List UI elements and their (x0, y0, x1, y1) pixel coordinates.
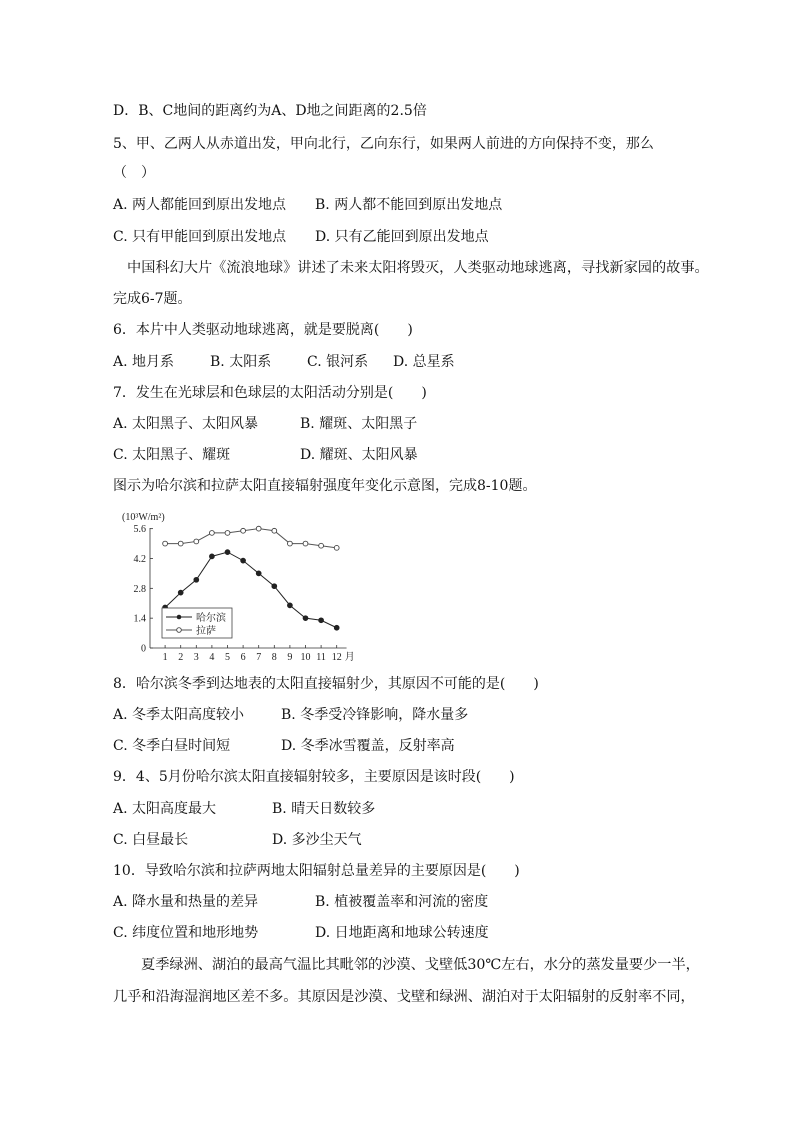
x-tick-label: 5 (225, 652, 230, 663)
q7-option-d: D. 耀斑、太阳风暴 (300, 447, 418, 463)
passage-line1: 夏季绿洲、湖泊的最高气温比其毗邻的沙漠、戈壁低30℃左右，水分的蒸发量要少一半， (141, 957, 700, 973)
y-tick-label: 0 (141, 643, 146, 655)
chart-legend (162, 608, 232, 638)
q6-option-a: A. 地月系 (113, 354, 175, 370)
q7-option-b: B. 耀斑、太阳黑子 (300, 416, 418, 432)
q9-option-a: A. 太阳高度最大 (113, 801, 217, 817)
q10-option-c: C. 纬度位置和地形地势 (113, 925, 259, 941)
q9-option-b: B. 晴天日数较多 (272, 801, 376, 817)
q7-stem: 7．发生在光球层和色球层的太阳活动分别是( ) (113, 385, 427, 401)
data-point-harbin (241, 558, 246, 563)
legend-marker-lhasa (177, 628, 182, 633)
q8-stem: 8．哈尔滨冬季到达地表的太阳直接辐射少，其原因不可能的是( ) (113, 676, 539, 692)
series-line-lhasa (165, 529, 337, 548)
q8-option-b: B. 冬季受冷锋影响，降水量多 (281, 707, 469, 723)
q8-option-a: A. 冬季太阳高度较小 (113, 707, 245, 723)
intro-6-7-line1: 中国科幻大片《流浪地球》讲述了未来太阳将毁灭，人类驱动地球逃离，寻找新家园的故事。 (127, 260, 709, 276)
y-unit-label: (10³W/m²) (122, 512, 165, 523)
data-point-harbin (225, 550, 230, 555)
data-point-harbin (194, 577, 199, 582)
x-unit-label: 月 (344, 652, 355, 663)
q9-option-c: C. 白昼最长 (113, 832, 189, 848)
q9-stem: 9．4、5月份哈尔滨太阳直接辐射较多，主要原因是该时段( ) (113, 769, 515, 785)
data-point-lhasa (178, 541, 183, 546)
q5-option-c: C. 只有甲能回到原出发地点 (113, 229, 287, 245)
q10-option-d: D. 日地距离和地球公转速度 (315, 925, 489, 941)
data-point-lhasa (288, 541, 293, 546)
legend-label-harbin: 哈尔滨 (196, 613, 226, 624)
q9-option-d: D. 多沙尘天气 (272, 832, 362, 848)
x-tick-label: 12 (331, 652, 342, 663)
x-tick-label: 2 (178, 652, 184, 663)
legend-marker-harbin (177, 615, 182, 620)
q10-option-b: B. 植被覆盖率和河流的密度 (315, 894, 489, 910)
q6-option-c: C. 银河系 (307, 354, 369, 370)
x-tick-label: 9 (287, 652, 293, 663)
q8-option-c: C. 冬季白昼时间短 (113, 738, 231, 754)
q6-stem: 6．本片中人类驱动地球逃离，就是要脱离( ) (113, 322, 413, 338)
data-point-harbin (319, 618, 324, 623)
intro-6-7-line2: 完成6-7题。 (113, 291, 192, 307)
y-tick-label: 5.6 (133, 524, 146, 536)
legend-label-lhasa: 拉萨 (196, 626, 216, 637)
data-point-harbin (210, 554, 215, 559)
data-point-lhasa (319, 543, 324, 548)
x-tick-label: 6 (240, 652, 246, 663)
q6-option-b: B. 太阳系 (210, 354, 272, 370)
data-point-harbin (303, 616, 308, 621)
q7-option-c: C. 太阳黑子、耀斑 (113, 447, 231, 463)
data-point-lhasa (256, 526, 261, 531)
q6-option-d: D. 总星系 (393, 354, 455, 370)
y-tick-label: 4.2 (133, 553, 146, 565)
q5-stem: 5、甲、乙两人从赤道出发，甲向北行，乙向东行，如果两人前进的方向保持不变，那么 (113, 136, 654, 152)
q5-option-b: B. 两人都不能回到原出发地点 (315, 197, 503, 213)
x-tick-label: 4 (209, 652, 215, 663)
q10-stem: 10．导致哈尔滨和拉萨两地太阳辐射总量差异的主要原因是( ) (113, 863, 520, 879)
data-point-lhasa (210, 531, 215, 536)
y-tick-label: 2.8 (133, 583, 146, 595)
x-tick-label: 7 (256, 652, 262, 663)
x-tick-label: 8 (271, 652, 277, 663)
data-point-harbin (334, 625, 339, 630)
data-point-lhasa (225, 531, 230, 536)
data-point-lhasa (334, 545, 339, 550)
data-point-lhasa (272, 528, 277, 533)
data-point-lhasa (241, 528, 246, 533)
data-point-lhasa (194, 539, 199, 544)
data-point-harbin (272, 584, 277, 589)
q5-answer-paren: （ ） (113, 165, 155, 181)
data-point-harbin (256, 571, 261, 576)
q7-option-a: A. 太阳黑子、太阳风暴 (113, 416, 259, 432)
y-tick-label: 1.4 (133, 613, 146, 625)
q10-option-a: A. 降水量和热量的差异 (113, 894, 259, 910)
x-tick-label: 11 (316, 652, 326, 663)
x-tick-label: 1 (162, 652, 168, 663)
q4-option-d: D．B、C地间的距离约为A、D地之间距离的2.5倍 (113, 103, 427, 119)
data-point-lhasa (303, 541, 308, 546)
x-tick-label: 3 (193, 652, 199, 663)
q8-option-d: D. 冬季冰雪覆盖，反射率高 (281, 738, 455, 754)
intro-8-10: 图示为哈尔滨和拉萨太阳直接辐射强度年变化示意图，完成8-10题。 (113, 478, 537, 494)
x-tick-label: 10 (300, 652, 311, 663)
data-point-harbin (288, 603, 293, 608)
passage-line2: 几乎和沿海湿润地区差不多。其原因是沙漠、戈壁和绿洲、湖泊对于太阳辐射的反射率不同， (113, 989, 695, 1005)
q5-option-d: D. 只有乙能回到原出发地点 (315, 229, 489, 245)
data-point-harbin (178, 590, 183, 595)
radiation-chart (118, 506, 358, 666)
q5-option-a: A. 两人都能回到原出发地点 (113, 197, 287, 213)
data-point-lhasa (163, 541, 168, 546)
